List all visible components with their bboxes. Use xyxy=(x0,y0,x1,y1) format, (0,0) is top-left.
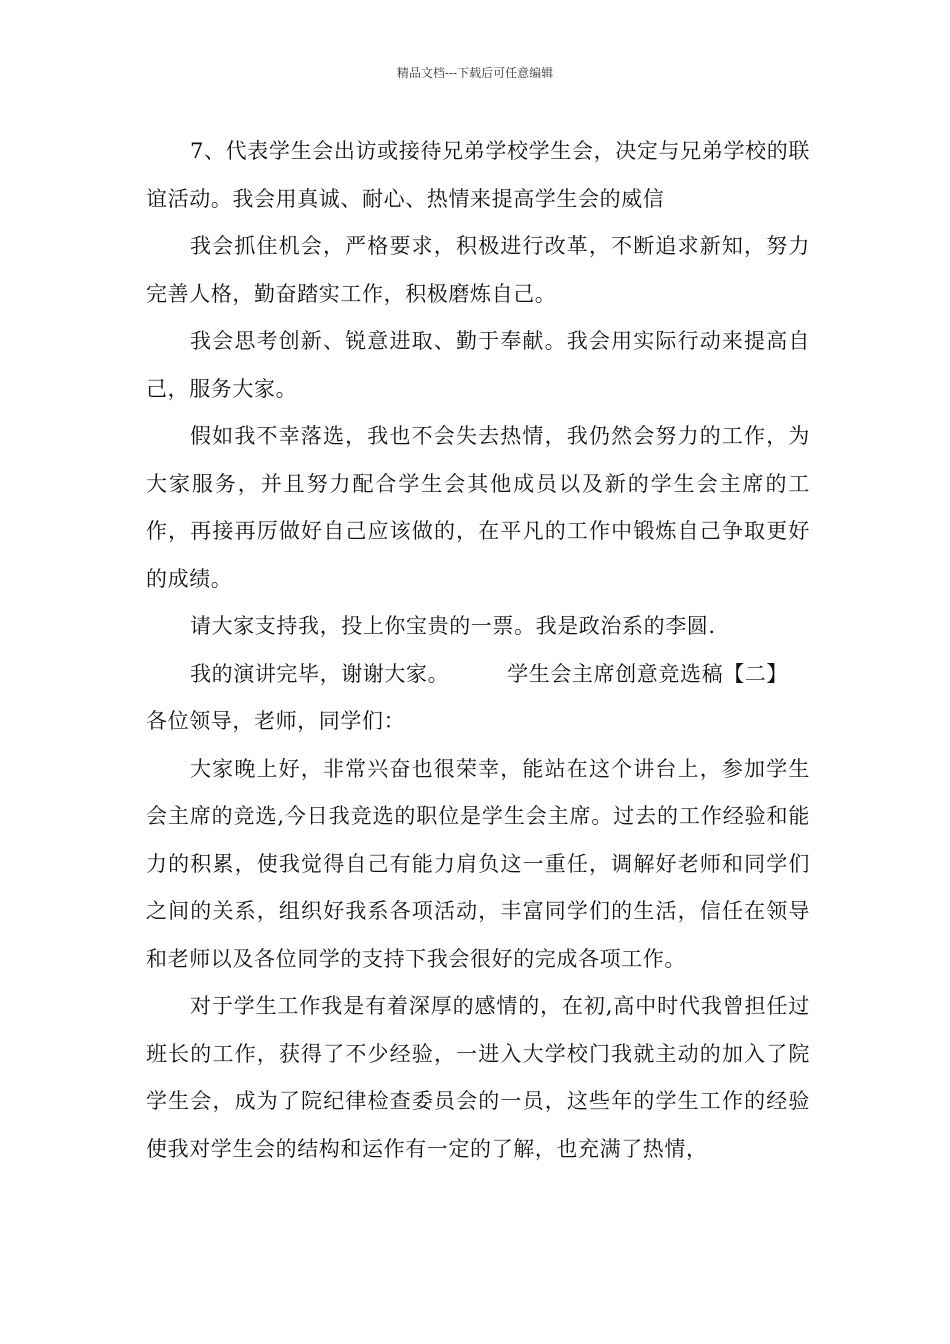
paragraph-commitment: 我会抓住机会，严格要求，积极进行改革，不断追求新知，努力完善人格，勤奋踏实工作，积极磨炼自己。 xyxy=(146,234,810,306)
closing-line: 我的演讲完毕，谢谢大家。 xyxy=(190,661,450,686)
closing-and-section-title xyxy=(146,651,810,699)
paragraph-if-not-elected: 假如我不幸落选，我也不会失去热情，我仍然会努力的工作，为大家服务，并且努力配合学生会其他成员以及新的学生会主席的工作，再接再厉做好自己应该做的，在平凡的工作中锻炼自己争取更好的成绩。 xyxy=(146,424,810,591)
section-title: 学生会主席创意竞选稿【二】 xyxy=(507,661,789,686)
paragraph-innovation: 我会思考创新、锐意进取、勤于奉献。我会用实际行动来提高自己，服务大家。 xyxy=(146,329,810,401)
paragraph-duty-7: 7、代表学生会出访或接待兄弟学校学生会，决定与兄弟学校的联谊活动。我会用真诚、耐心、热情来提高学生会的威信 xyxy=(146,139,810,211)
page-header: 精品文档---下载后可任意编辑 xyxy=(396,66,554,80)
paragraph-greeting: 大家晚上好，非常兴奋也很荣幸，能站在这个讲台上，参加学生会主席的竞选,今日我竞选的职位是学生会主席。过去的工作经验和能力的积累，使我觉得自己有能力肩负这一重任，调解好老师和同学们之间的关系，组织好我系各项活动，丰富同学们的生活，信任在领导和老师以及各位同学的支持下我会很好的完成各项工作。 xyxy=(146,756,810,971)
salutation: 各位领导，老师，同学们： xyxy=(146,709,406,733)
paragraph-experience: 对于学生工作我是有着深厚的感情的，在初,高中时代我曾担任过班长的工作，获得了不少经验，一进入大学校门我就主动的加入了院学生会，成为了院纪律检查委员会的一员，这些年的学生工作的经验使我对学生会的结构和运作有一定的了解，也充满了热情， xyxy=(146,994,810,1161)
paragraph-vote-request: 请大家支持我，投上你宝贵的一票。我是政治系的李圆. xyxy=(190,614,716,638)
document-body xyxy=(146,128,810,1173)
